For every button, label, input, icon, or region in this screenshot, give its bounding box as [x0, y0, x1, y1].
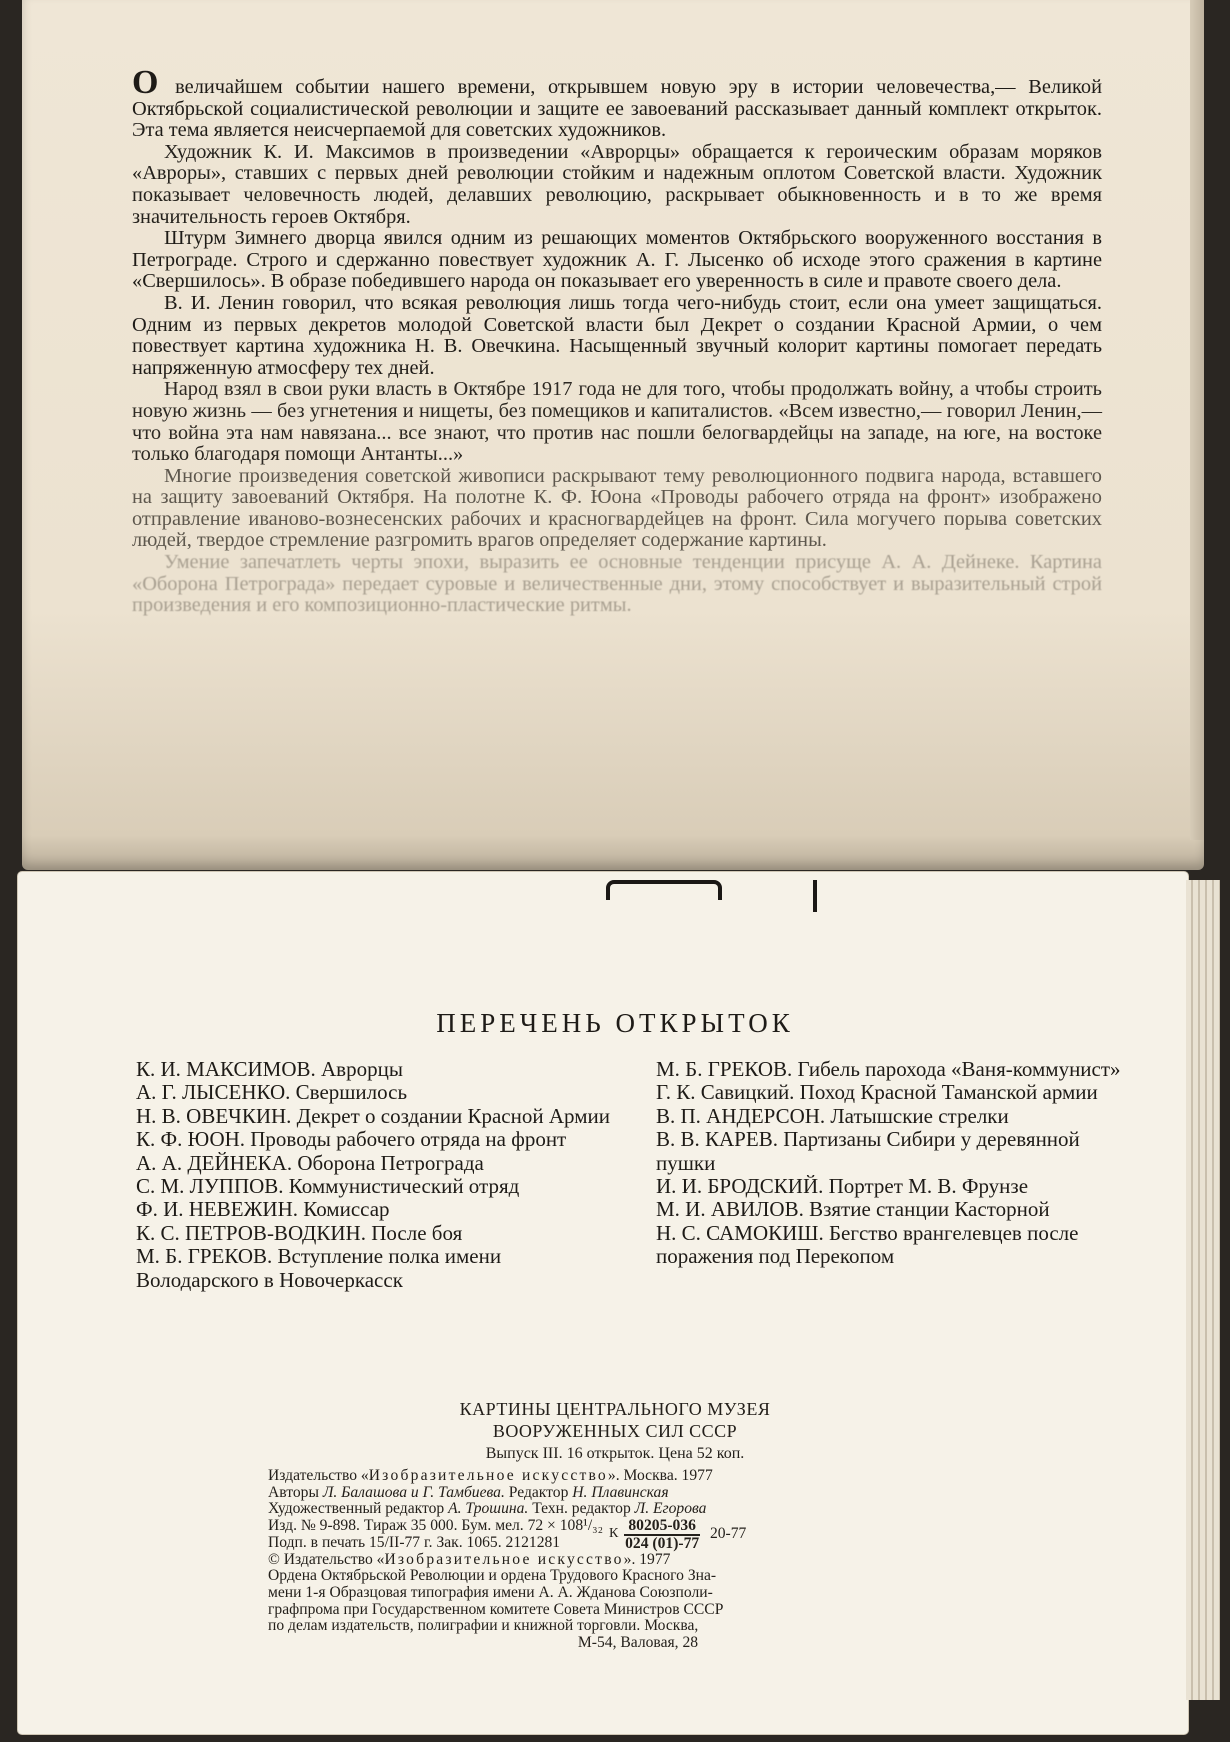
intro-paragraph: Народ взял в свои руки власть в Октябре 1917 года не для того, чтобы продолжать войну, а чтобы строить новую жизнь — без угнетения и нищеты, без помещиков и капиталистов. «Всем известно,— говорил Ленин,— что война эта нам навязана... все знают, что против нас пошли белогвардейцы на западе, на юге, на востоке только благодаря помощи Антанты...» — [132, 378, 1102, 466]
text: Художественный редактор — [268, 1500, 449, 1518]
list-item: И. И. БРОДСКИЙ. Портрет М. В. Фрунзе — [656, 1174, 1029, 1199]
intro-paragraph: В. И. Ленин говорил, что всякая революция лишь тогда чего-нибудь стоит, если она умеет защищаться. Одним из первых декретов молодой Советской власти был Декрет о создании Красной Армии, о чем повествует картина художника Н. В. Овечкина. Насыщенный звучный колорит картины помогает передать напряженную атмосферу тех дней. — [132, 291, 1102, 379]
intro-paragraph: О величайшем событии нашего времени, открывшем новую эру в истории человечества,— Великой Октябрьской социалистической революции и защите ее завоеваний рассказывает данный комплект открыток. Эта тема является неисчерпаемой для советских художников. — [132, 64, 1102, 142]
list-item: М. Б. ГРЕКОВ. Вступление полка имени Володарского в Новочеркасск — [136, 1244, 502, 1292]
binding-mark — [813, 880, 817, 912]
list-item: К. Ф. ЮОН. Проводы рабочего отряда на фронт — [136, 1127, 567, 1152]
list-item: М. Б. ГРЕКОВ. Гибель парохода «Ваня-коммунист» — [656, 1057, 1121, 1081]
list-item: Н. С. САМОКИШ. Бегство врангелевцев после поражения под Перекопом — [656, 1220, 1079, 1269]
text: ». 1977 — [623, 1550, 671, 1568]
issue-line: Выпуск III. 16 открыток. Цена 52 коп. — [485, 1445, 745, 1462]
editor: Н. Плавинская — [572, 1483, 669, 1501]
list-item: Г. К. Савицкий. Поход Красной Таманской армии — [656, 1080, 1098, 1105]
postcard-list-title: ПЕРЕЧЕНЬ ОТКРЫТОК — [436, 1008, 794, 1038]
binding-clip — [606, 880, 722, 900]
imprint-block — [0, 1398, 1230, 1651]
list-item: Ф. И. НЕВЕЖИН. Комиссар — [136, 1197, 390, 1222]
catalog-index — [624, 1518, 700, 1552]
list-item: Н. В. ОВЕЧКИН. Декрет о создании Красной Армии — [136, 1103, 610, 1128]
list-item: В. В. КАРЕВ. Партизаны Сибири у деревянной пушки — [656, 1127, 1080, 1175]
index-letter: К — [609, 1526, 619, 1542]
text: Издательство « — [268, 1467, 369, 1484]
index-numerator: 80205-036 — [624, 1518, 700, 1536]
text: © Издательство « — [268, 1550, 385, 1568]
page-edge — [1190, 0, 1204, 840]
index-denominator: 024 (01)-77 — [625, 1534, 700, 1552]
intro-paragraph: Умение запечатлеть черты эпохи, выразить ее основные тенденции присуще А. А. Дейнеке. Картина «Оборона Петрограда» передает суровые и величественные дни, этому способствует и выразительный строй произведения и его композиционно-пластические ритмы. — [132, 551, 1102, 617]
text: Авторы — [268, 1483, 323, 1501]
print-info: Изд. № 9-898. Тираж 35 000. Бум. мел. 72 × 108¹/₃₂ — [268, 1517, 604, 1535]
series-title: КАРТИНЫ ЦЕНТРАЛЬНОГО МУЗЕЯ — [459, 1399, 771, 1419]
publisher-name: Изобразительное искусство — [368, 1467, 608, 1484]
printer-line: графпрома при Государственном комитете Совета Министров СССР — [268, 1600, 724, 1618]
postcard-list-left — [136, 1058, 626, 1292]
text: Техн. редактор — [528, 1500, 635, 1518]
postcard-list-right — [656, 1058, 1126, 1269]
postcard-stack-edge — [1186, 880, 1220, 1700]
intro-paragraph: Многие произведения советской живописи раскрывают тему революционного подвига народа, вставшего на защиту завоеваний Октября. На полотне К. Ф. Юона «Проводы рабочего отряда на фронт» изображено отправление иваново-вознесенских рабочих и красногвардейцев на фронт. Сила могучего порыва советских людей, твердое стремление разгромить врагов определяет содержание картины. — [132, 464, 1102, 552]
print-index-line — [268, 1518, 1008, 1552]
intro-paragraph: Штурм Зимнего дворца явился одним из решающих моментов Октябрьского вооруженного восстания в Петрограде. Строго и сдержанно повествует художник А. Г. Лысенко об исходе этого сражения в картине «Свершилось». В образе победившего народа он показывает его уверенность в силе и правоте своего дела. — [132, 227, 1102, 293]
list-item: К. С. ПЕТРОВ-ВОДКИН. После боя — [136, 1220, 463, 1245]
copyright-line — [268, 1552, 1008, 1569]
intro-paragraph: Художник К. И. Максимов в произведении «Аврорцы» обращается к героическим образам моряков «Авроры», ставших с первых дней революции стойким и надежным оплотом Советской власти. Художник показывает человечность людей, делавших революцию, раскрывает обыкновенность и в то же время значительность героев Октября. — [132, 140, 1102, 228]
print-details — [268, 1518, 603, 1551]
text: Редактор — [504, 1483, 573, 1501]
printer-line: мени 1-я Образцовая типография имени А. А. Жданова Союзполи- — [268, 1583, 713, 1601]
publisher-line — [268, 1468, 1008, 1485]
list-item: В. П. АНДЕРСОН. Латышские стрелки — [656, 1103, 1009, 1128]
publication-details — [268, 1468, 1008, 1651]
art-editor: А. Трошина. — [448, 1500, 529, 1518]
signed-info: Подп. в печать 15/II-77 г. Зак. 1065. 2121281 — [268, 1533, 561, 1551]
intro-text — [132, 64, 1102, 617]
list-item: К. И. МАКСИМОВ. Аврорцы — [136, 1057, 403, 1081]
printer-line: Ордена Октябрьской Революции и ордена Трудового Красного Зна- — [268, 1567, 717, 1585]
list-item: А. Г. ЛЫСЕНКО. Свершилось — [136, 1080, 408, 1105]
list-item: С. М. ЛУППОВ. Коммунистический отряд — [136, 1174, 520, 1199]
list-item: А. А. ДЕЙНЕКА. Оборона Петрограда — [136, 1150, 484, 1175]
index-tail: 20-77 — [709, 1525, 747, 1543]
authors: Л. Балашова и Г. Тамбиева. — [322, 1483, 505, 1501]
copyright-name: Изобразительное искусство — [384, 1550, 624, 1568]
editors-line — [268, 1501, 1008, 1518]
printer-line: М-54, Валовая, 28 — [577, 1633, 699, 1651]
text: ». Москва. 1977 — [607, 1467, 713, 1484]
list-item: М. И. АВИЛОВ. Взятие станции Касторной — [656, 1197, 1050, 1222]
tech-editor: Л. Егорова — [634, 1500, 707, 1518]
printer-line: по делам издательств, полиграфии и книжной торговли. Москва, — [268, 1617, 699, 1635]
authors-line — [268, 1485, 1008, 1502]
series-title: ВООРУЖЕННЫХ СИЛ СССР — [492, 1421, 738, 1441]
